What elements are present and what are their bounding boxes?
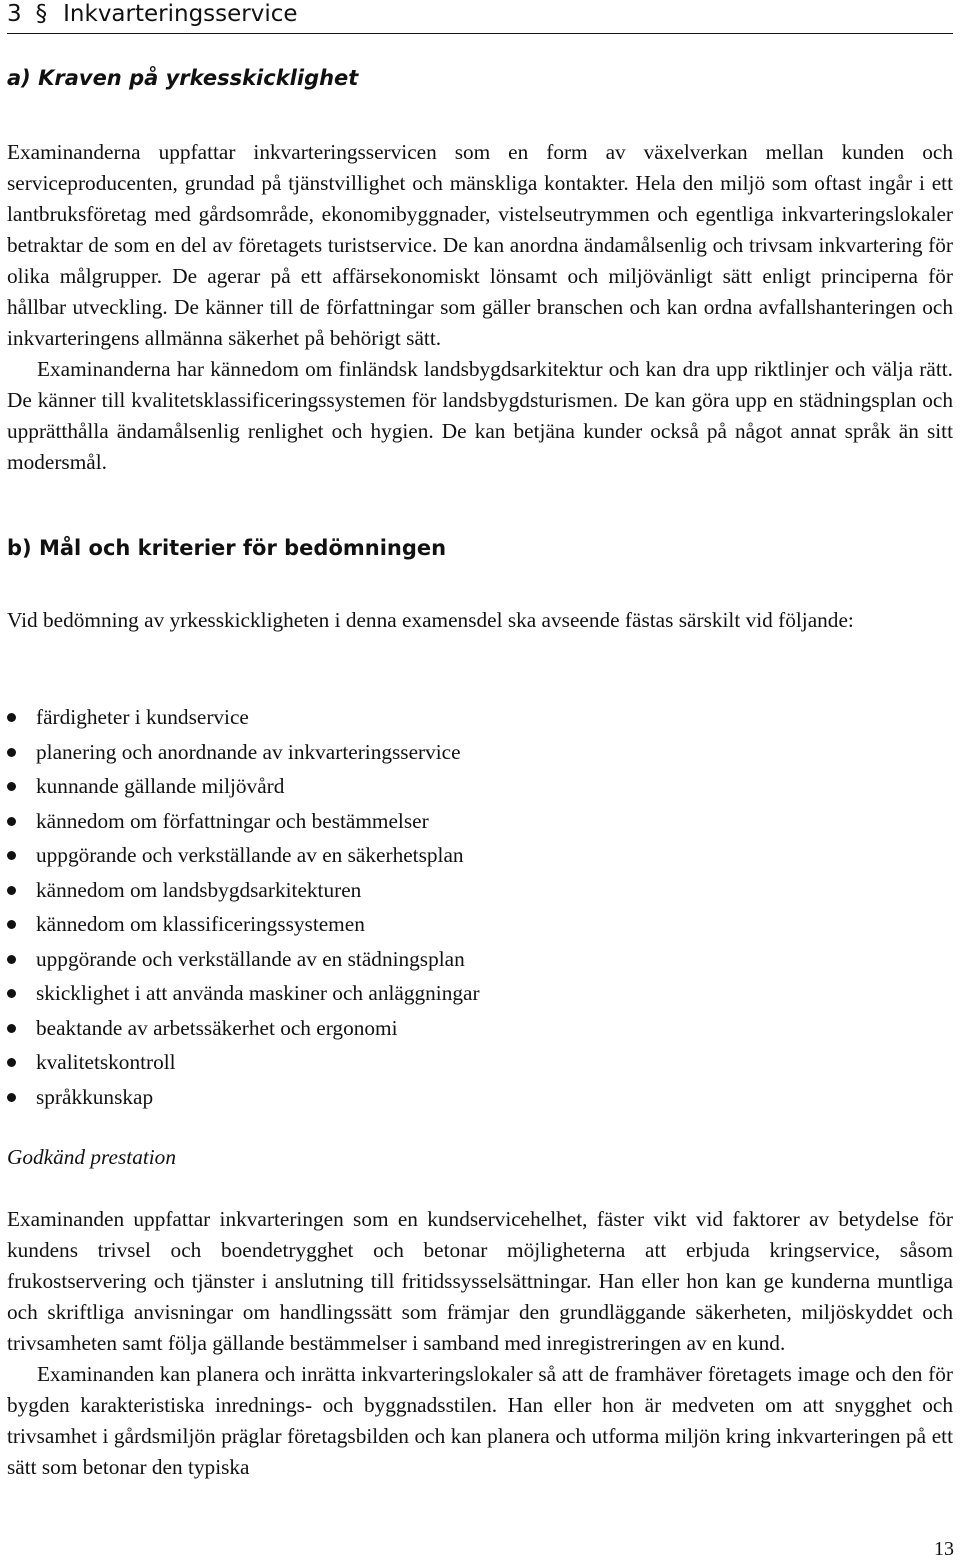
list-item bbox=[7, 700, 907, 735]
list-item bbox=[7, 1045, 907, 1080]
list-item-text: kvalitetskontroll bbox=[36, 1050, 176, 1074]
list-item bbox=[7, 976, 907, 1011]
list-item bbox=[7, 1011, 907, 1046]
list-item-text: uppgörande och verkställande av en säkerhetsplan bbox=[36, 843, 464, 867]
bullet-icon bbox=[7, 886, 16, 895]
list-item bbox=[7, 942, 907, 977]
list-item-text: planering och anordnande av inkvarteringsservice bbox=[36, 739, 461, 764]
page-number: 13 bbox=[934, 1538, 954, 1560]
section-b-intro-text: Vid bedömning av yrkesskickligheten i denna examensdel ska avseende fästas särskilt vid följande: bbox=[7, 608, 854, 632]
list-item-text: kännedom om författningar och bestämmelser bbox=[36, 808, 429, 833]
section-symbol: § bbox=[35, 1, 48, 27]
list-item bbox=[7, 907, 907, 942]
list-item bbox=[7, 1080, 907, 1115]
list-item-text: språkkunskap bbox=[36, 1084, 154, 1109]
list-item bbox=[7, 804, 907, 839]
list-item bbox=[7, 735, 907, 770]
section-b-intro bbox=[7, 605, 953, 636]
section-a-paragraph-2: Examinanderna har kännedom om finländsk landsbygdsarkitektur och kan dra upp riktlinjer och välja rätt. De känner till kvalitetsklassificeringssystemen för landsbygdsturismen. De kan göra upp en städningsplan och upprätthålla ändamålsenlig renlighet och hygien. De kan betjäna kunder också på något annat språk än sitt modersmål. bbox=[7, 357, 953, 474]
approved-paragraph-1: Examinanden uppfattar inkvarteringen som en kundservicehelhet, fäster vikt vid faktorer av betydelse för kundens trivsel och boendetrygghet och betonar möjligheterna att erbjuda kringservice, såsom frukostservering och tjänster i anslutning till fritidssysselsättningar. Han eller hon kan ge kunderna muntliga och skriftliga anvisningar om handlingssätt som främjar den grundläggande säkerheten, miljöskyddet och trivsamheten samt följa gällande bestämmelser i samband med inregistreringen av en kund. bbox=[7, 1207, 953, 1355]
bullet-icon bbox=[7, 817, 16, 826]
list-item-text: kännedom om landsbygdsarkitekturen bbox=[36, 877, 362, 902]
list-item-text: uppgörande och verkställande av en städningsplan bbox=[36, 946, 465, 971]
list-item-text: kännedom om klassificeringssystemen bbox=[36, 912, 365, 936]
bullet-icon bbox=[7, 955, 16, 964]
list-item bbox=[7, 873, 907, 908]
section-a-body bbox=[7, 137, 953, 478]
list-item-text: färdigheter i kundservice bbox=[36, 705, 249, 729]
section-a-heading: a) Kraven på yrkesskicklighet bbox=[7, 66, 359, 90]
criteria-list bbox=[7, 700, 907, 1114]
bullet-icon bbox=[7, 748, 16, 757]
section-a-paragraph-1: Examinanderna uppfattar inkvarteringsservicen som en form av växelverkan mellan kunden och serviceproducenten, grundad på tjänstvillighet och mänskliga kontakter. Hela den miljö som oftast ingår i ett lantbruksföretag med gårdsområde, ekonomibyggnader, vistelseutrymmen och egentliga inkvarteringslokaler betraktar de som en del av företagets turistservice. De kan anordna ändamålsenlig och trivsam inkvartering för olika målgrupper. De agerar på ett affärsekonomiskt lönsamt och miljövänligt sätt enligt principerna för hållbar utveckling. De känner till de författningar som gäller branschen och kan ordna avfallshanteringen och inkvarteringens allmänna säkerhet på behörigt sätt. bbox=[7, 140, 953, 350]
list-item-text: kunnande gällande miljövård bbox=[36, 774, 285, 798]
approved-performance-subheading: Godkänd prestation bbox=[7, 1145, 176, 1169]
list-item bbox=[7, 838, 907, 873]
bullet-icon bbox=[7, 713, 16, 722]
approved-paragraph-2: Examinanden kan planera och inrätta inkvarteringslokaler så att de framhäver företagets image och den för bygden karakteristiska inrednings- och byggnadsstilen. Han eller hon är medveten om att snygghet och trivsamhet i gårdsmiljön präglar företagsbilden och kan planera och utforma miljön kring inkvarteringen på ett sätt som betonar den typiska bbox=[7, 1362, 953, 1479]
bullet-icon bbox=[7, 920, 16, 929]
chapter-number: 3 bbox=[7, 1, 22, 27]
bullet-icon bbox=[7, 1058, 16, 1067]
list-item-text: beaktande av arbetssäkerhet och ergonomi bbox=[36, 1015, 398, 1040]
bullet-icon bbox=[7, 782, 16, 791]
approved-performance-body bbox=[7, 1204, 953, 1483]
chapter-header bbox=[7, 0, 953, 34]
bullet-icon bbox=[7, 1093, 16, 1102]
bullet-icon bbox=[7, 851, 16, 860]
list-item-text: skicklighet i att använda maskiner och anläggningar bbox=[36, 981, 480, 1005]
section-b-heading: b) Mål och kriterier för bedömningen bbox=[7, 536, 447, 560]
chapter-title: Inkvarteringsservice bbox=[63, 1, 298, 27]
bullet-icon bbox=[7, 989, 16, 998]
list-item bbox=[7, 769, 907, 804]
bullet-icon bbox=[7, 1024, 16, 1033]
